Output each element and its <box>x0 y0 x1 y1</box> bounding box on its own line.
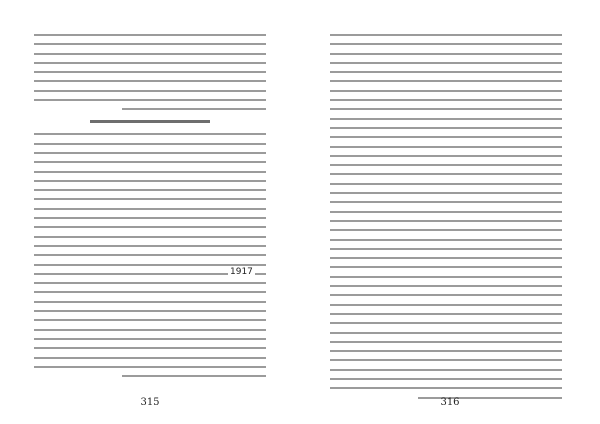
text-line <box>330 378 562 380</box>
text-line <box>330 387 562 389</box>
text-line <box>330 192 562 194</box>
text-line <box>34 62 266 64</box>
text-line <box>330 313 562 315</box>
text-line <box>330 90 562 92</box>
text-line <box>34 301 266 303</box>
left-page-text <box>34 34 266 384</box>
text-line <box>330 62 562 64</box>
text-line <box>34 319 266 321</box>
text-line <box>330 239 562 241</box>
text-line <box>34 99 266 101</box>
text-line <box>330 229 562 231</box>
text-line <box>34 53 266 55</box>
text-line <box>330 108 562 110</box>
text-line <box>34 245 266 247</box>
text-line <box>330 80 562 82</box>
text-line <box>34 90 266 92</box>
text-line <box>34 264 266 266</box>
text-line <box>34 198 266 200</box>
text-line <box>34 133 266 135</box>
text-line <box>34 34 266 36</box>
right-page <box>300 0 600 424</box>
right-page-text <box>330 34 562 406</box>
text-line <box>122 108 266 110</box>
text-line <box>330 304 562 306</box>
text-line <box>330 248 562 250</box>
text-line <box>34 357 266 359</box>
text-line <box>330 211 562 213</box>
date-mention: 1917 <box>230 267 253 277</box>
text-line <box>34 80 266 82</box>
text-line <box>330 136 562 138</box>
text-line <box>34 171 266 173</box>
text-line <box>34 282 266 284</box>
text-line <box>330 155 562 157</box>
text-line <box>34 208 266 210</box>
text-line <box>122 375 266 377</box>
text-line <box>330 220 562 222</box>
text-line <box>330 164 562 166</box>
text-line <box>34 43 266 45</box>
text-line <box>34 143 266 145</box>
text-line <box>330 118 562 120</box>
text-line <box>34 152 266 154</box>
text-line <box>330 332 562 334</box>
text-line <box>34 217 266 219</box>
text-line <box>330 257 562 259</box>
text-line <box>330 127 562 129</box>
text-line <box>330 266 562 268</box>
text-line <box>34 366 266 368</box>
text-line <box>34 226 266 228</box>
text-line <box>330 322 562 324</box>
text-line <box>330 369 562 371</box>
text-line <box>330 285 562 287</box>
text-line <box>330 53 562 55</box>
text-line <box>330 146 562 148</box>
text-line <box>330 359 562 361</box>
section-heading <box>90 120 211 123</box>
text-line <box>330 201 562 203</box>
text-line <box>330 294 562 296</box>
text-line <box>34 338 266 340</box>
text-line <box>34 329 266 331</box>
text-line <box>330 71 562 73</box>
text-line <box>330 276 562 278</box>
text-line <box>34 161 266 163</box>
text-line <box>34 291 266 293</box>
text-line <box>330 183 562 185</box>
text-line <box>34 71 266 73</box>
text-line <box>330 173 562 175</box>
page-number-left: 315 <box>140 397 160 408</box>
text-line <box>330 43 562 45</box>
text-line <box>34 347 266 349</box>
text-line <box>330 350 562 352</box>
text-line <box>34 310 266 312</box>
page-number-right: 316 <box>440 397 460 408</box>
text-line <box>34 189 266 191</box>
text-line <box>34 254 266 256</box>
text-line <box>34 236 266 238</box>
text-line <box>330 34 562 36</box>
text-line <box>34 180 266 182</box>
text-line <box>330 341 562 343</box>
text-line <box>330 99 562 101</box>
